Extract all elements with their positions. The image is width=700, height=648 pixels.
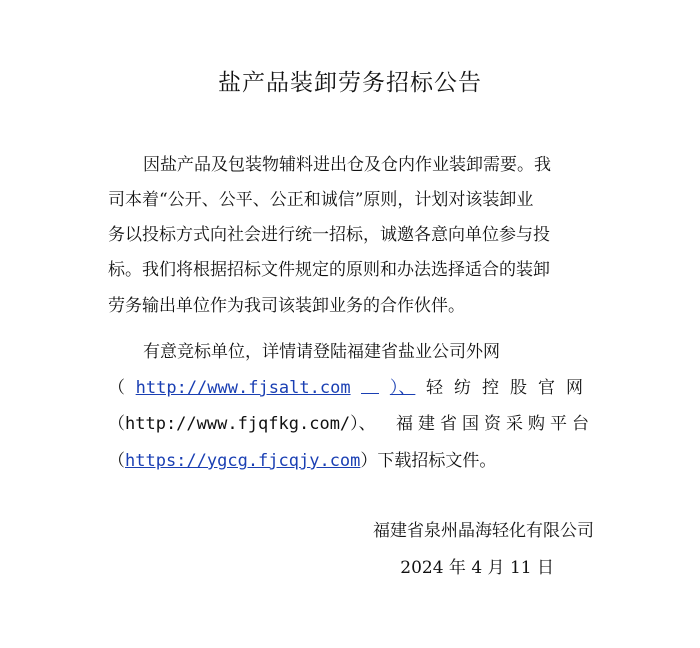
qfkg-site-label: 轻纺控股官网 [426,378,594,398]
paragraph-2-line-3 [108,411,594,437]
paragraph-1-line-5: 劳务输出单位作为我司该装卸业务的合作伙伴。 [108,296,465,316]
page-title: 盐产品装卸劳务招标公告 [218,70,482,96]
fjsalt-link[interactable]: http://www.fjsalt.com [135,378,351,398]
close-paren-3: ） [360,451,378,471]
fjsalt-link-close[interactable]: ）、 [389,378,416,398]
open-paren: （ [108,378,125,398]
paragraph-2-line-1: 有意竞标单位，详情请登陆福建省盐业公司外网 [143,342,500,362]
paragraph-1-line-1: 因盐产品及包装物辅料进出仓及仓内作业装卸需要。我 [143,155,551,175]
download-text: 下载招标文件。 [377,451,497,471]
procurement-platform-label: 福建省国资采购平台 [396,414,594,434]
paragraph-1-line-3: 务以投标方式向社会进行统一招标，诚邀各意向单位参与投 [108,225,550,245]
fjqfkg-url: （http://www.fjqfkg.com/）、 [108,414,376,434]
ygcg-link[interactable]: https://ygcg.fjcqjy.com [125,451,361,471]
paragraph-1-line-2: 司本着“公开、公平、公正和诚信”原则，计划对该装卸业 [108,190,534,210]
paragraph-1-line-4: 标。我们将根据招标文件规定的原则和办法选择适合的装卸 [108,260,550,280]
paragraph-2-line-2 [108,375,594,401]
open-paren-2: （ [108,451,125,471]
document-date: 2024 年 4 月 11 日 [400,558,554,578]
company-name: 福建省泉州晶海轻化有限公司 [373,521,594,541]
paragraph-2-line-4 [108,448,594,474]
link-underline-gap [361,375,379,394]
